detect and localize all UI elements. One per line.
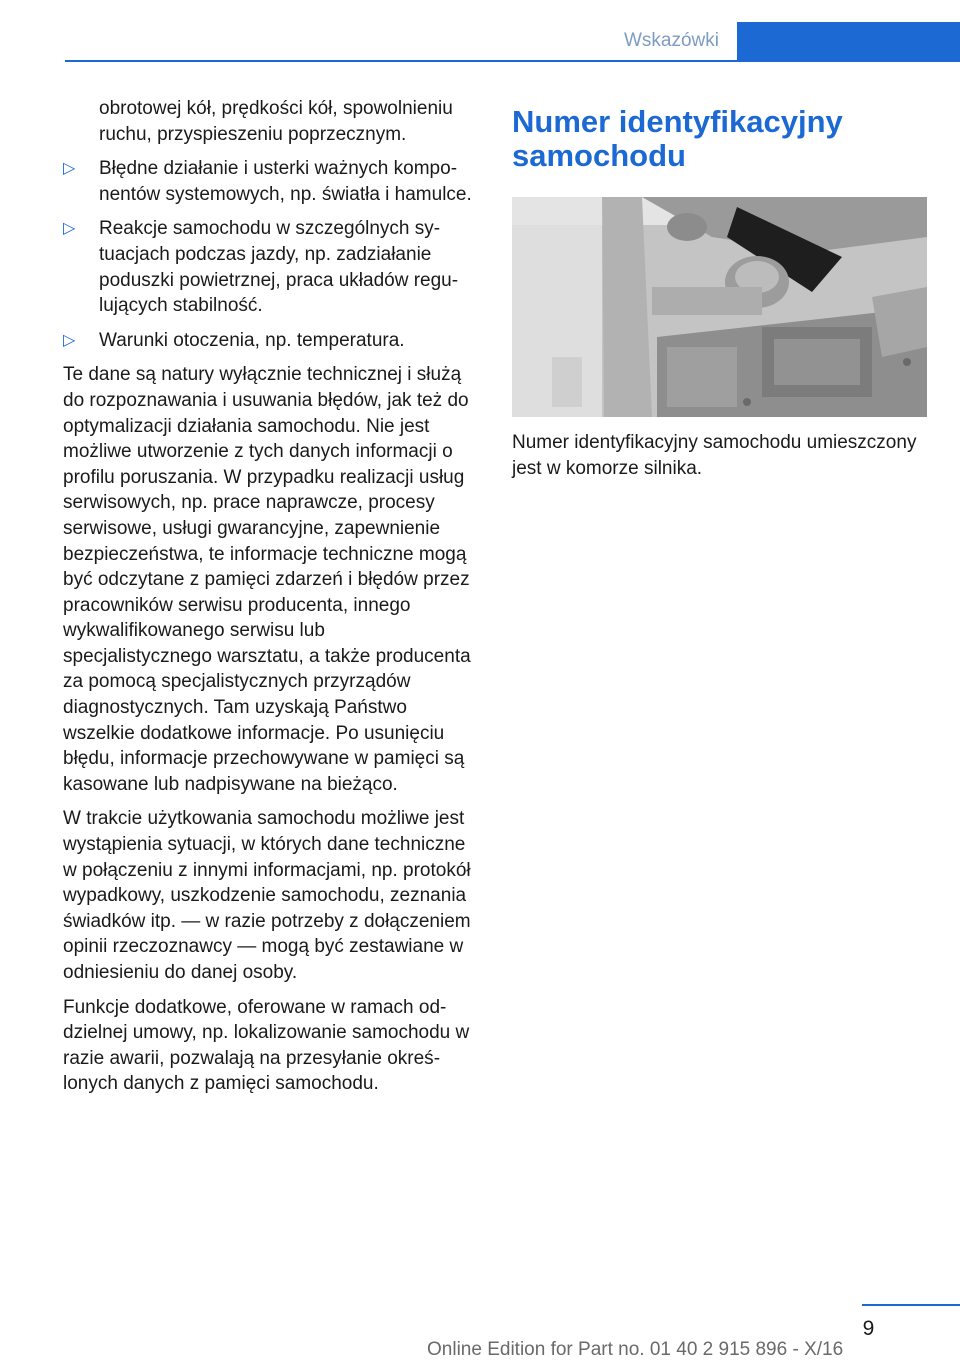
list-item [63, 328, 478, 354]
list-item-text: Warunki otoczenia, np. temperatura. [99, 329, 405, 351]
list-item-text: Błędne działanie i usterki ważnych komponentów systemowych, np. światła i hamulce. [99, 158, 472, 205]
engine-bay-photo [512, 197, 927, 417]
triangle-bullet-icon: ▷ [63, 331, 76, 349]
list-item-text: Reakcje samochodu w szczególnych sytuacjach podczas jazdy, np. zadziałanie poduszki powietrznej, praca układów regulujących stabilność. [99, 218, 459, 317]
edition-note: Online Edition for Part no. 01 40 2 915 896 - X/16 [427, 1339, 844, 1360]
left-column [63, 96, 478, 1106]
bullet-list [63, 156, 478, 353]
body-paragraph: W trakcie użytkowania samochodu możliwe jest wystąpienia sytuacji, w których dane techniczne w połączeniu z innymi informacjami, np. protokół wypadkowy, uszkodzenie samochodu, zeznania świadków itp. — w razie potrzeby z dołączeniem opinii rzeczoznawcy — mogą być zestawiane w odniesieniu do danej osoby. [63, 808, 471, 983]
page-number: 9 [862, 1317, 875, 1340]
continuation-text: obrotowej kół, prędkości kół, spowolnieniu ruchu, przyspieszeniu poprzecznym. [99, 98, 453, 145]
photo-caption: Numer identyfikacyjny samochodu umieszczony jest w komorze silnika. [512, 432, 917, 479]
body-paragraph: Te dane są natury wyłącznie technicznej i służą do rozpoznawania i usuwania błędów, jak też do optymalizacji działania samochodu. Nie jest możliwe utworzenie z tych danych informacji o profilu poruszania. W przypadku realizacji usług serwisowych, np. prace naprawcze, procesy serwisowe, usługi gwarancyjne, zapewnienie bezpieczeństwa, te informacje techniczne mogą być odczytane z pamięci zdarzeń i błędów przez pracowników serwisu producenta, innego wykwalifikowanego serwisu lub specjalistycznego warsztatu, a także producenta za pomocą specjalistycznych przyrządów diagnostycznych. Tam uzyskają Państwo wszelkie dodatkowe informacje. Po usunięciu błędu, informacje przechowywane w pamięci są kasowane lub nadpisywane na bieżąco. [63, 364, 471, 795]
header-rule [65, 60, 960, 62]
right-column [512, 105, 927, 481]
list-item [63, 156, 478, 207]
list-item [63, 216, 478, 318]
header-accent-box [737, 22, 960, 62]
section-heading: Numer identyfikacyjny samochodu [512, 104, 843, 173]
body-paragraph: Funkcje dodatkowe, oferowane w ramach oddzielnej umowy, np. lokalizowanie samochodu w razie awarii, pozwalają na przesyłanie określonych danych z pamięci samochodu. [63, 996, 470, 1095]
triangle-bullet-icon: ▷ [63, 160, 76, 178]
footer-rule [862, 1304, 960, 1306]
section-title: Wskazówki [623, 30, 719, 51]
triangle-bullet-icon: ▷ [63, 220, 76, 238]
